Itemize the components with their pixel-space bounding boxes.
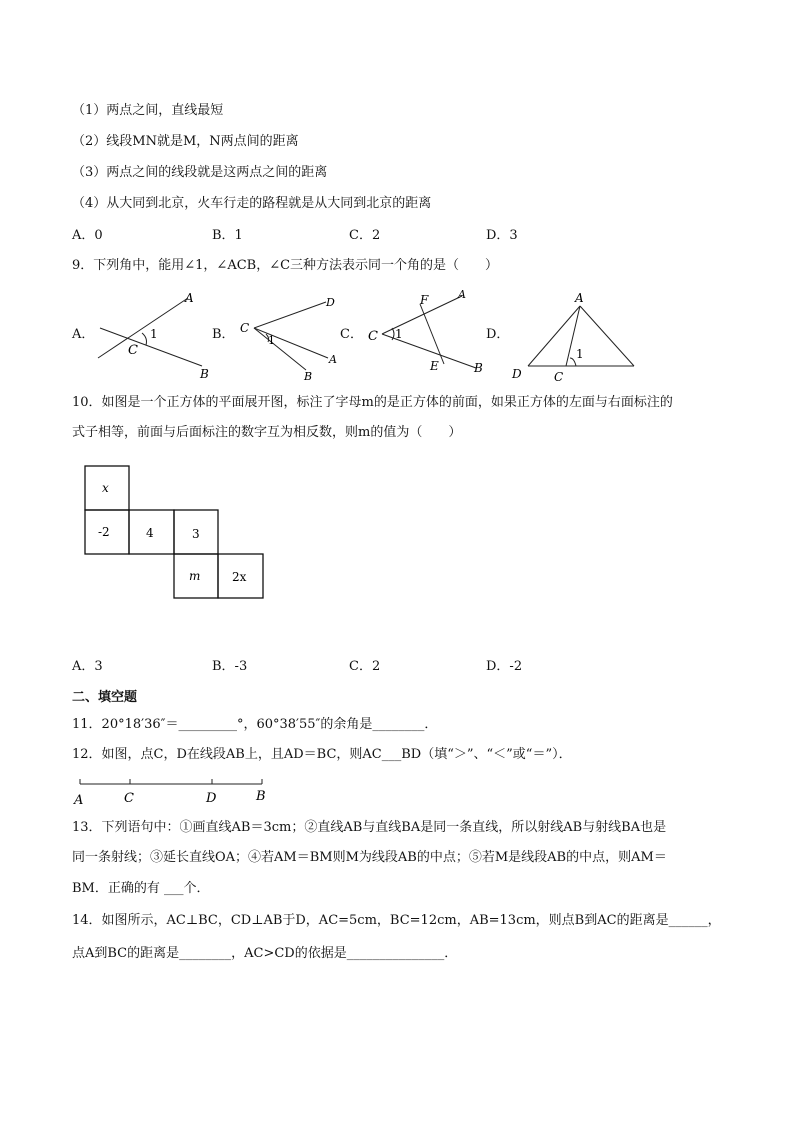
q9-option-a-label: A． bbox=[72, 327, 95, 342]
q9-stem: 9．下列角中，能用∠1，∠ACB，∠C三种方法表示同一个角的是（ ） bbox=[72, 258, 499, 273]
net-cell-x: x bbox=[102, 481, 109, 495]
fig-b-angle-1: 1 bbox=[268, 334, 275, 347]
seg-label-c: C bbox=[124, 791, 134, 806]
q13-line-3: BM．正确的有 ___个． bbox=[72, 881, 210, 896]
q13-line-1: 13．下列语句中：①画直线AB＝3cm；②直线AB与直线BA是同一条直线，所以射线AB与射线BA也是 bbox=[72, 820, 667, 835]
fig-c-label-a: A bbox=[458, 288, 466, 301]
fig-c-label-f: F bbox=[420, 293, 429, 307]
seg-label-b: B bbox=[256, 789, 266, 804]
q9-figure-c bbox=[364, 286, 489, 381]
q10-option-a: A．3 bbox=[72, 659, 103, 674]
fig-d-angle-1: 1 bbox=[576, 347, 584, 361]
q12-segment-figure bbox=[72, 774, 277, 808]
q10-stem-line-2: 式子相等，前面与后面标注的数字互为相反数，则m的值为（ ） bbox=[72, 425, 462, 440]
fig-a-angle-1: 1 bbox=[150, 327, 158, 341]
q8-option-d: D．3 bbox=[486, 228, 518, 243]
fig-c-label-c: C bbox=[368, 329, 378, 344]
net-cell-4: 4 bbox=[146, 526, 154, 540]
q8-option-a: A．0 bbox=[72, 228, 103, 243]
seg-label-d: D bbox=[206, 791, 217, 806]
q10-cube-net bbox=[84, 465, 268, 601]
fig-b-label-d: D bbox=[326, 296, 335, 309]
q8-statement-3: （3）两点之间的线段就是这两点之间的距离 bbox=[72, 165, 328, 180]
seg-label-a: A bbox=[74, 793, 84, 808]
net-cell-neg2: -2 bbox=[98, 525, 110, 539]
fig-c-angle-1: 1 bbox=[395, 327, 403, 341]
q9-option-b-label: B． bbox=[212, 327, 235, 342]
q10-option-d: D．-2 bbox=[486, 659, 523, 674]
q8-option-b: B．1 bbox=[212, 228, 243, 243]
q9-option-d-label: D． bbox=[486, 327, 510, 342]
fig-d-label-d: D bbox=[512, 367, 522, 381]
q9-figure-a bbox=[90, 288, 220, 383]
q14-line-1: 14．如图所示，AC⊥BC，CD⊥AB于D，AC=5cm，BC=12cm，AB=13cm，则点B到AC的距离是______， bbox=[72, 913, 721, 928]
fig-a-label-c: C bbox=[128, 343, 138, 358]
fig-a-label-b: B bbox=[200, 367, 209, 381]
q8-statement-2: （2）线段MN就是M，N两点间的距离 bbox=[72, 134, 299, 149]
q11-text: 11．20°18′36″＝_________°，60°38′55″的余角是________． bbox=[72, 717, 438, 732]
fig-d-label-a: A bbox=[575, 291, 584, 305]
q9-option-c-label: C． bbox=[340, 327, 363, 342]
fig-b-label-a: A bbox=[329, 353, 337, 366]
q10-stem-line-1: 10．如图是一个正方体的平面展开图，标注了字母m的是正方体的前面，如果正方体的左面与右面标注的 bbox=[72, 395, 673, 410]
q9-figure-d bbox=[508, 288, 643, 386]
fig-b-label-c: C bbox=[240, 321, 250, 335]
q8-statement-4: （4）从大同到北京，火车行走的路程就是从大同到北京的距离 bbox=[72, 196, 432, 211]
q9-figure-b bbox=[232, 290, 347, 385]
fig-c-label-e: E bbox=[430, 359, 439, 373]
q10-option-c: C．2 bbox=[349, 659, 381, 674]
q12-stem: 12．如图，点C，D在线段AB上，且AD＝BC，则AC___BD（填“＞”、“＜”或“＝”）． bbox=[72, 747, 572, 762]
net-cell-m: m bbox=[189, 569, 201, 583]
q13-line-2: 同一条射线；③延长直线OA；④若AM＝BM则M为线段AB的中点；⑤若M是线段AB的中点，则AM＝ bbox=[72, 850, 667, 865]
q14-line-2: 点A到BC的距离是________，AC>CD的依据是_______________． bbox=[72, 946, 458, 961]
q8-option-c: C．2 bbox=[349, 228, 381, 243]
net-cell-3: 3 bbox=[192, 527, 200, 541]
net-cell-2x: 2x bbox=[232, 570, 247, 584]
q10-option-b: B．-3 bbox=[212, 659, 248, 674]
q8-statement-1: （1）两点之间，直线最短 bbox=[72, 103, 224, 118]
fig-b-label-b: B bbox=[304, 370, 313, 383]
fig-c-label-b: B bbox=[474, 361, 483, 375]
fig-d-label-c: C bbox=[554, 370, 564, 384]
section-fill-in-title: 二、填空题 bbox=[72, 690, 138, 705]
fig-a-label-a: A bbox=[185, 291, 194, 305]
